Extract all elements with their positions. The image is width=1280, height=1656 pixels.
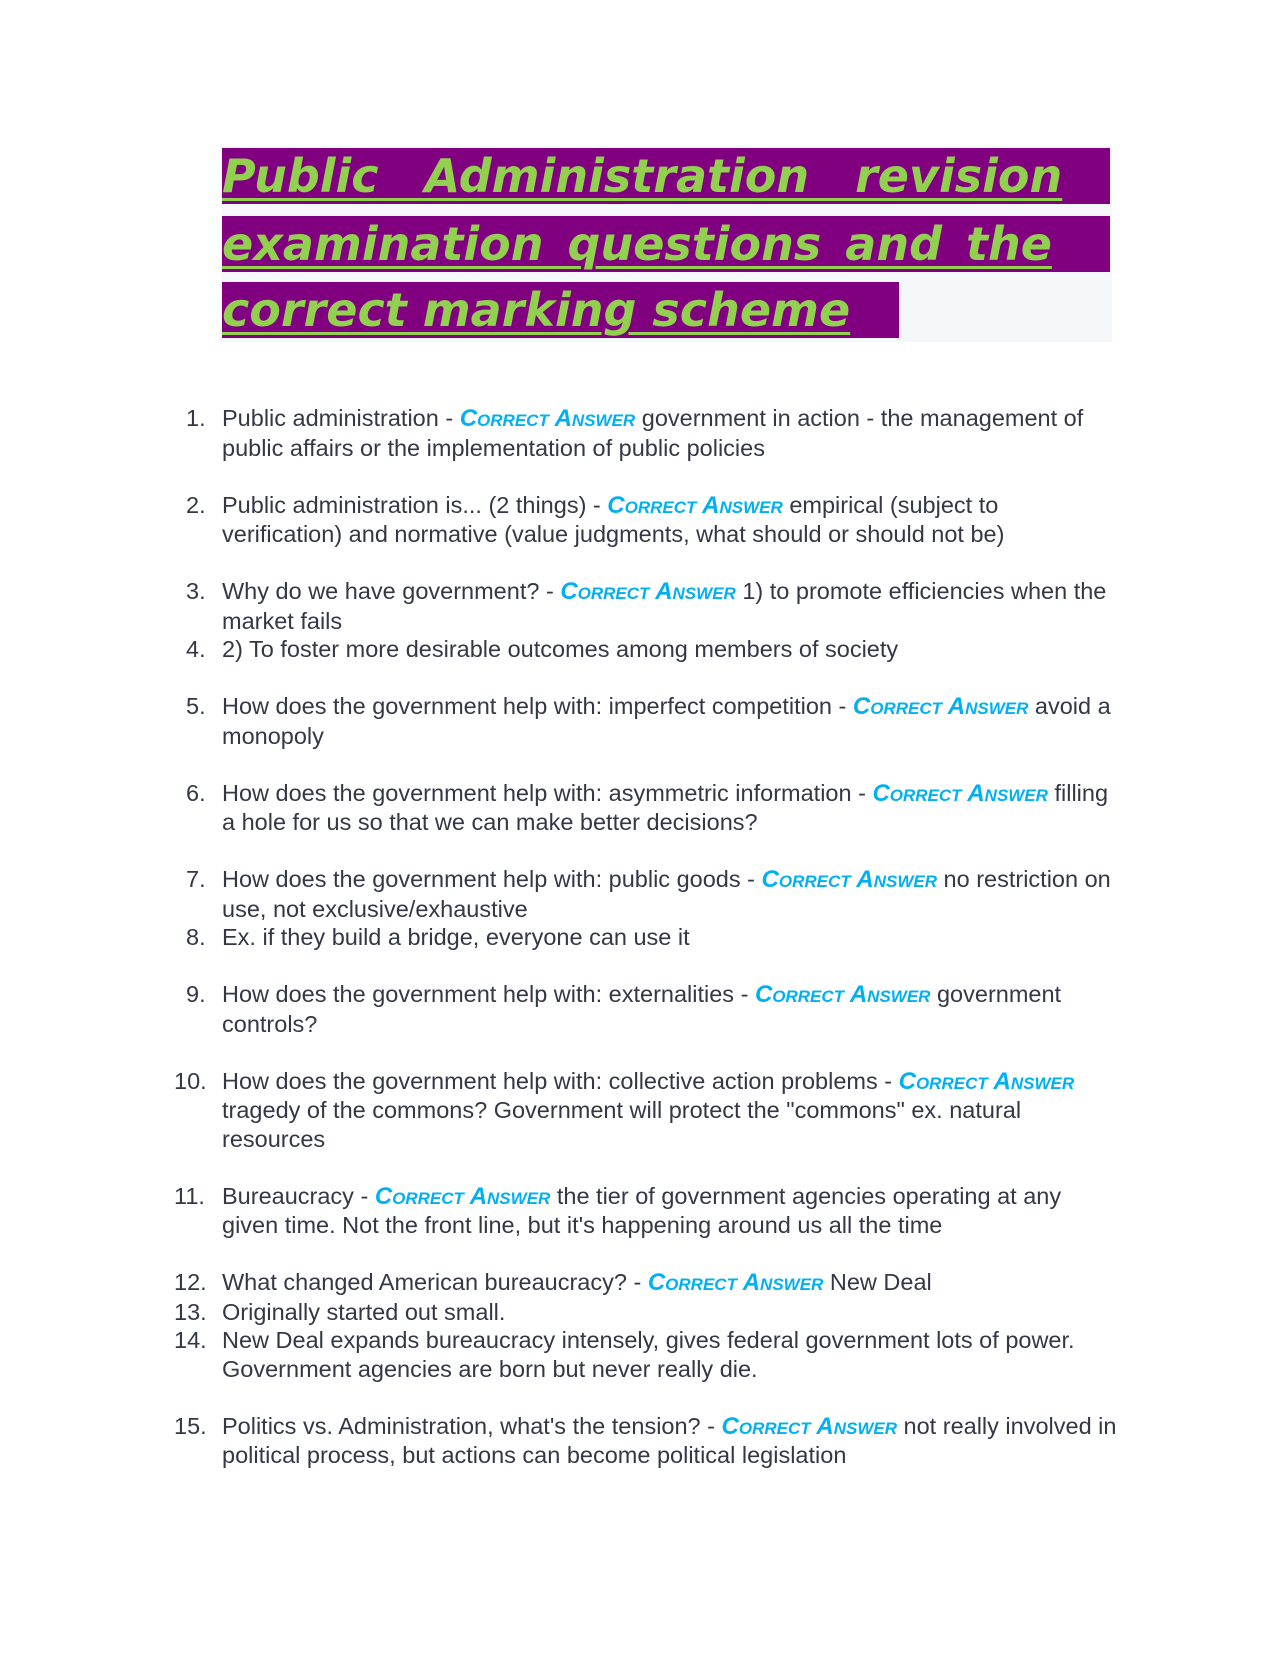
correct-answer-tag: Correct Answer <box>872 779 1048 807</box>
list-item-11 <box>174 1182 1120 1240</box>
answer-text: 1) to promote efficiencies when the market fails <box>222 578 1107 634</box>
answer-text: not really involved in political process, but actions can become political legislation <box>222 1412 1117 1468</box>
list-item-10 <box>174 1067 1120 1154</box>
answer-text: avoid a monopoly <box>222 693 1111 749</box>
correct-answer-tag: Correct Answer <box>754 981 931 1008</box>
document-title-line-1: Public Administration revision <box>222 148 1110 204</box>
answer-text: government controls? <box>222 981 1062 1037</box>
item-number: 10. <box>174 1067 207 1094</box>
list-item-13 <box>174 1298 1120 1327</box>
answer-text: the tier of government agencies operating at any given time. Not the front line, but it's happening around us all the time <box>222 1182 1062 1238</box>
item-number: 3. <box>186 578 206 604</box>
item-number: 13. <box>174 1298 207 1325</box>
item-number: 1. <box>186 405 206 431</box>
question-text: Bureaucracy - <box>222 1182 375 1209</box>
item-text: Ex. if they build a bridge, everyone can use it <box>222 924 690 950</box>
list-item-6 <box>180 779 1120 837</box>
item-number: 12. <box>174 1269 207 1295</box>
list-item-15 <box>174 1412 1120 1470</box>
list-item-3 <box>180 577 1120 635</box>
item-number: 8. <box>186 924 206 950</box>
item-number: 2. <box>186 491 206 518</box>
answer-text: no restriction on use, not exclusive/exhaustive <box>222 866 1111 922</box>
answer-text: empirical (subject to verification) and normative (value judgments, what should or should not be) <box>222 491 1005 547</box>
correct-answer-tag: Correct Answer <box>721 1412 898 1440</box>
item-number: 9. <box>186 981 206 1007</box>
list-item-9 <box>180 980 1120 1038</box>
question-text: How does the government help with: asymmetric information - <box>222 779 873 806</box>
list-item-5 <box>180 692 1120 750</box>
item-number: 5. <box>186 693 206 719</box>
item-text: 2) To foster more desirable outcomes among members of society <box>222 636 899 662</box>
correct-answer-tag: Correct Answer <box>374 1182 551 1210</box>
question-text: Politics vs. Administration, what's the tension? - <box>222 1412 722 1439</box>
answer-text: government in action - the management of public affairs or the implementation of public policies <box>222 405 1084 461</box>
item-number: 6. <box>186 779 206 806</box>
question-text: Public administration is... (2 things) - <box>222 491 608 518</box>
question-text: How does the government help with: imperfect competition - <box>222 693 853 719</box>
question-answer-list <box>174 404 1120 1470</box>
list-item-2 <box>180 491 1120 549</box>
list-item-12 <box>174 1268 1120 1298</box>
document-title-line-3: correct marking scheme <box>222 282 899 338</box>
question-text: How does the government help with: collective action problems - <box>222 1067 899 1094</box>
correct-answer-tag: Correct Answer <box>459 405 636 432</box>
item-number: 7. <box>186 866 206 892</box>
list-item-14 <box>174 1326 1120 1383</box>
item-text: Originally started out small. <box>222 1298 506 1325</box>
list-item-7 <box>180 865 1120 923</box>
answer-text: tragedy of the commons? Government will protect the "commons" ex. natural resources <box>222 1097 1022 1152</box>
document-title-line-2: examination questions and the <box>222 216 1110 272</box>
question-text: How does the government help with: externalities - <box>222 981 755 1007</box>
list-item-8 <box>180 923 1120 952</box>
list-item-1 <box>180 404 1120 462</box>
item-number: 15. <box>174 1412 207 1439</box>
correct-answer-tag: Correct Answer <box>647 1269 824 1296</box>
correct-answer-tag: Correct Answer <box>761 866 938 893</box>
item-number: 4. <box>186 636 206 662</box>
correct-answer-tag: Correct Answer <box>607 491 783 519</box>
correct-answer-tag: Correct Answer <box>852 693 1029 720</box>
question-text: How does the government help with: public goods - <box>222 866 762 892</box>
correct-answer-tag: Correct Answer <box>560 578 736 605</box>
answer-text: New Deal <box>823 1269 932 1295</box>
answer-text: filling a hole for us so that we can make better decisions? <box>222 779 1109 835</box>
item-number: 11. <box>174 1182 205 1209</box>
question-text: Why do we have government? - <box>222 578 561 604</box>
list-item-4 <box>180 635 1120 664</box>
item-text: New Deal expands bureaucracy intensely, gives federal government lots of power. Government agencies are born but never really die. <box>222 1327 1075 1382</box>
question-text: What changed American bureaucracy? - <box>222 1269 648 1295</box>
item-number: 14. <box>174 1327 207 1353</box>
question-text: Public administration - <box>222 405 460 431</box>
correct-answer-tag: Correct Answer <box>898 1067 1075 1095</box>
